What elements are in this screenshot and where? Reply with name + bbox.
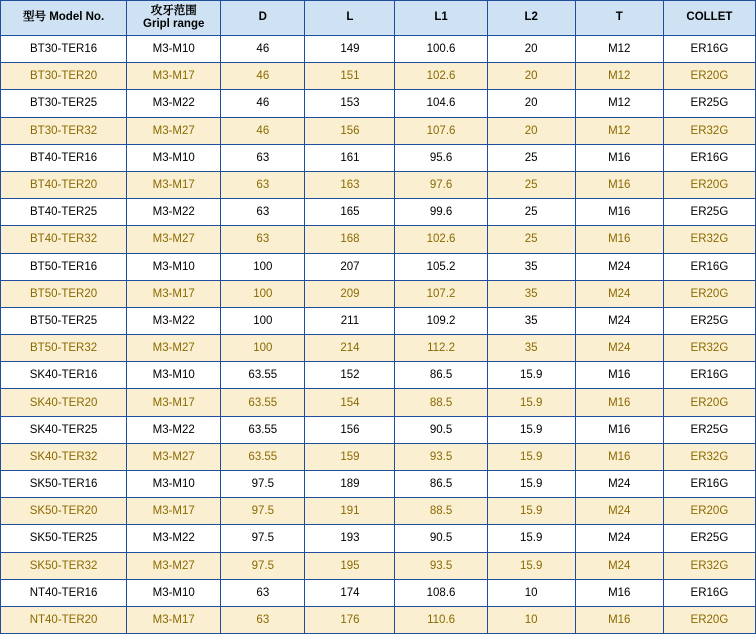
l2-cell: 20 bbox=[487, 36, 575, 63]
l2-cell: 35 bbox=[487, 253, 575, 280]
collet-cell: ER20G bbox=[663, 389, 755, 416]
model-cell: NT40-TER20 bbox=[1, 606, 127, 633]
l1-cell: 110.6 bbox=[395, 606, 487, 633]
model-cell: NT40-TER16 bbox=[1, 579, 127, 606]
l1-cell: 93.5 bbox=[395, 552, 487, 579]
collet-cell: ER20G bbox=[663, 171, 755, 198]
table-row bbox=[1, 280, 756, 307]
table-row bbox=[1, 253, 756, 280]
collet-cell: ER20G bbox=[663, 63, 755, 90]
grip-cell: M3-M22 bbox=[127, 199, 221, 226]
l1-cell: 97.6 bbox=[395, 171, 487, 198]
table-body bbox=[1, 36, 756, 634]
d-cell: 100 bbox=[221, 307, 305, 334]
l2-cell: 15.9 bbox=[487, 443, 575, 470]
table-row bbox=[1, 606, 756, 633]
l-cell: 163 bbox=[305, 171, 395, 198]
l1-cell: 105.2 bbox=[395, 253, 487, 280]
table-row bbox=[1, 63, 756, 90]
l2-cell: 35 bbox=[487, 280, 575, 307]
d-cell: 63 bbox=[221, 579, 305, 606]
model-cell: BT30-TER32 bbox=[1, 117, 127, 144]
collet-cell: ER25G bbox=[663, 199, 755, 226]
grip-cell: M3-M17 bbox=[127, 606, 221, 633]
t-cell: M24 bbox=[575, 525, 663, 552]
l1-cell: 93.5 bbox=[395, 443, 487, 470]
l1-cell: 112.2 bbox=[395, 335, 487, 362]
table-row bbox=[1, 471, 756, 498]
l2-cell: 20 bbox=[487, 90, 575, 117]
l2-cell: 15.9 bbox=[487, 416, 575, 443]
t-cell: M12 bbox=[575, 117, 663, 144]
l-cell: 207 bbox=[305, 253, 395, 280]
d-cell: 97.5 bbox=[221, 525, 305, 552]
column-header-7-line-0: COLLET bbox=[686, 11, 733, 24]
d-cell: 63 bbox=[221, 144, 305, 171]
model-cell: SK40-TER16 bbox=[1, 362, 127, 389]
d-cell: 63 bbox=[221, 199, 305, 226]
t-cell: M24 bbox=[575, 471, 663, 498]
model-cell: BT30-TER25 bbox=[1, 90, 127, 117]
model-cell: BT50-TER20 bbox=[1, 280, 127, 307]
column-header-0-line-0: 型号 Model No. bbox=[23, 11, 105, 24]
grip-cell: M3-M22 bbox=[127, 90, 221, 117]
model-cell: BT30-TER20 bbox=[1, 63, 127, 90]
l2-cell: 15.9 bbox=[487, 498, 575, 525]
collet-cell: ER32G bbox=[663, 552, 755, 579]
l2-cell: 15.9 bbox=[487, 389, 575, 416]
collet-cell: ER32G bbox=[663, 443, 755, 470]
l1-cell: 102.6 bbox=[395, 226, 487, 253]
d-cell: 63.55 bbox=[221, 443, 305, 470]
header-row bbox=[1, 1, 756, 36]
l2-cell: 25 bbox=[487, 144, 575, 171]
grip-cell: M3-M27 bbox=[127, 443, 221, 470]
l1-cell: 102.6 bbox=[395, 63, 487, 90]
table-row bbox=[1, 443, 756, 470]
collet-cell: ER16G bbox=[663, 144, 755, 171]
l-cell: 149 bbox=[305, 36, 395, 63]
grip-cell: M3-M17 bbox=[127, 498, 221, 525]
grip-cell: M3-M27 bbox=[127, 117, 221, 144]
grip-cell: M3-M17 bbox=[127, 171, 221, 198]
model-cell: SK50-TER32 bbox=[1, 552, 127, 579]
grip-cell: M3-M17 bbox=[127, 280, 221, 307]
table-row bbox=[1, 362, 756, 389]
table-row bbox=[1, 226, 756, 253]
l1-cell: 88.5 bbox=[395, 498, 487, 525]
model-cell: SK40-TER32 bbox=[1, 443, 127, 470]
collet-cell: ER25G bbox=[663, 525, 755, 552]
d-cell: 63.55 bbox=[221, 416, 305, 443]
collet-cell: ER16G bbox=[663, 362, 755, 389]
t-cell: M16 bbox=[575, 226, 663, 253]
column-header-3-line-0: L bbox=[346, 11, 354, 24]
l1-cell: 104.6 bbox=[395, 90, 487, 117]
table-row bbox=[1, 36, 756, 63]
l-cell: 159 bbox=[305, 443, 395, 470]
table-row bbox=[1, 579, 756, 606]
l-cell: 151 bbox=[305, 63, 395, 90]
l-cell: 161 bbox=[305, 144, 395, 171]
collet-cell: ER16G bbox=[663, 253, 755, 280]
t-cell: M16 bbox=[575, 199, 663, 226]
t-cell: M12 bbox=[575, 36, 663, 63]
table-row bbox=[1, 171, 756, 198]
l1-cell: 107.2 bbox=[395, 280, 487, 307]
model-cell: SK40-TER20 bbox=[1, 389, 127, 416]
l1-cell: 90.5 bbox=[395, 416, 487, 443]
l1-cell: 95.6 bbox=[395, 144, 487, 171]
t-cell: M16 bbox=[575, 389, 663, 416]
l1-cell: 88.5 bbox=[395, 389, 487, 416]
collet-cell: ER20G bbox=[663, 606, 755, 633]
table-row bbox=[1, 144, 756, 171]
column-header-1-line-1: Gripl range bbox=[143, 18, 205, 30]
l-cell: 156 bbox=[305, 117, 395, 144]
t-cell: M24 bbox=[575, 280, 663, 307]
model-cell: SK50-TER16 bbox=[1, 471, 127, 498]
l2-cell: 15.9 bbox=[487, 552, 575, 579]
column-header-6-line-0: T bbox=[615, 11, 623, 24]
collet-cell: ER16G bbox=[663, 471, 755, 498]
table-row bbox=[1, 389, 756, 416]
t-cell: M24 bbox=[575, 253, 663, 280]
l1-cell: 86.5 bbox=[395, 362, 487, 389]
l1-cell: 100.6 bbox=[395, 36, 487, 63]
l-cell: 189 bbox=[305, 471, 395, 498]
grip-cell: M3-M27 bbox=[127, 335, 221, 362]
collet-cell: ER25G bbox=[663, 90, 755, 117]
l2-cell: 10 bbox=[487, 606, 575, 633]
grip-cell: M3-M10 bbox=[127, 144, 221, 171]
l2-cell: 25 bbox=[487, 226, 575, 253]
l1-cell: 90.5 bbox=[395, 525, 487, 552]
l-cell: 153 bbox=[305, 90, 395, 117]
l2-cell: 25 bbox=[487, 199, 575, 226]
model-cell: BT30-TER16 bbox=[1, 36, 127, 63]
collet-cell: ER20G bbox=[663, 280, 755, 307]
l2-cell: 15.9 bbox=[487, 471, 575, 498]
column-header-1-line-0: 攻牙范围 bbox=[150, 4, 197, 17]
column-header-5 bbox=[487, 1, 575, 36]
d-cell: 100 bbox=[221, 280, 305, 307]
l2-cell: 20 bbox=[487, 63, 575, 90]
model-cell: BT50-TER32 bbox=[1, 335, 127, 362]
d-cell: 46 bbox=[221, 36, 305, 63]
grip-cell: M3-M17 bbox=[127, 63, 221, 90]
l-cell: 211 bbox=[305, 307, 395, 334]
d-cell: 63 bbox=[221, 171, 305, 198]
l2-cell: 15.9 bbox=[487, 362, 575, 389]
table-row bbox=[1, 199, 756, 226]
d-cell: 97.5 bbox=[221, 552, 305, 579]
l1-cell: 99.6 bbox=[395, 199, 487, 226]
d-cell: 63.55 bbox=[221, 362, 305, 389]
model-cell: SK50-TER25 bbox=[1, 525, 127, 552]
t-cell: M16 bbox=[575, 579, 663, 606]
grip-cell: M3-M27 bbox=[127, 552, 221, 579]
d-cell: 100 bbox=[221, 253, 305, 280]
grip-cell: M3-M22 bbox=[127, 307, 221, 334]
t-cell: M16 bbox=[575, 443, 663, 470]
l-cell: 168 bbox=[305, 226, 395, 253]
d-cell: 100 bbox=[221, 335, 305, 362]
column-header-2-line-0: D bbox=[258, 11, 267, 24]
model-cell: BT40-TER20 bbox=[1, 171, 127, 198]
grip-cell: M3-M17 bbox=[127, 389, 221, 416]
model-cell: BT40-TER25 bbox=[1, 199, 127, 226]
grip-cell: M3-M10 bbox=[127, 253, 221, 280]
grip-cell: M3-M10 bbox=[127, 36, 221, 63]
column-header-1 bbox=[127, 1, 221, 36]
collet-cell: ER16G bbox=[663, 579, 755, 606]
d-cell: 97.5 bbox=[221, 498, 305, 525]
column-header-7 bbox=[663, 1, 755, 36]
collet-cell: ER20G bbox=[663, 498, 755, 525]
model-cell: SK40-TER25 bbox=[1, 416, 127, 443]
column-header-5-line-0: L2 bbox=[524, 11, 538, 24]
t-cell: M24 bbox=[575, 552, 663, 579]
t-cell: M24 bbox=[575, 498, 663, 525]
l1-cell: 107.6 bbox=[395, 117, 487, 144]
grip-cell: M3-M10 bbox=[127, 471, 221, 498]
d-cell: 63 bbox=[221, 226, 305, 253]
t-cell: M12 bbox=[575, 90, 663, 117]
l-cell: 156 bbox=[305, 416, 395, 443]
grip-cell: M3-M10 bbox=[127, 362, 221, 389]
table-row bbox=[1, 307, 756, 334]
model-cell: BT50-TER25 bbox=[1, 307, 127, 334]
l-cell: 191 bbox=[305, 498, 395, 525]
l-cell: 174 bbox=[305, 579, 395, 606]
table-row bbox=[1, 416, 756, 443]
t-cell: M16 bbox=[575, 606, 663, 633]
collet-cell: ER32G bbox=[663, 335, 755, 362]
d-cell: 46 bbox=[221, 117, 305, 144]
l-cell: 193 bbox=[305, 525, 395, 552]
table-row bbox=[1, 552, 756, 579]
l-cell: 152 bbox=[305, 362, 395, 389]
collet-cell: ER25G bbox=[663, 307, 755, 334]
t-cell: M24 bbox=[575, 335, 663, 362]
l2-cell: 15.9 bbox=[487, 525, 575, 552]
d-cell: 46 bbox=[221, 63, 305, 90]
l1-cell: 109.2 bbox=[395, 307, 487, 334]
model-cell: BT40-TER16 bbox=[1, 144, 127, 171]
table-row bbox=[1, 525, 756, 552]
column-header-4 bbox=[395, 1, 487, 36]
d-cell: 97.5 bbox=[221, 471, 305, 498]
model-cell: BT50-TER16 bbox=[1, 253, 127, 280]
d-cell: 63.55 bbox=[221, 389, 305, 416]
table-row bbox=[1, 498, 756, 525]
table-row bbox=[1, 335, 756, 362]
l-cell: 176 bbox=[305, 606, 395, 633]
column-header-0 bbox=[1, 1, 127, 36]
l2-cell: 25 bbox=[487, 171, 575, 198]
l2-cell: 35 bbox=[487, 307, 575, 334]
model-cell: BT40-TER32 bbox=[1, 226, 127, 253]
t-cell: M16 bbox=[575, 144, 663, 171]
column-header-3 bbox=[305, 1, 395, 36]
l-cell: 209 bbox=[305, 280, 395, 307]
l1-cell: 108.6 bbox=[395, 579, 487, 606]
t-cell: M16 bbox=[575, 362, 663, 389]
grip-cell: M3-M22 bbox=[127, 525, 221, 552]
table-row bbox=[1, 117, 756, 144]
collet-cell: ER16G bbox=[663, 36, 755, 63]
l-cell: 214 bbox=[305, 335, 395, 362]
t-cell: M16 bbox=[575, 416, 663, 443]
l-cell: 154 bbox=[305, 389, 395, 416]
d-cell: 63 bbox=[221, 606, 305, 633]
grip-cell: M3-M10 bbox=[127, 579, 221, 606]
t-cell: M16 bbox=[575, 171, 663, 198]
l2-cell: 10 bbox=[487, 579, 575, 606]
table-row bbox=[1, 90, 756, 117]
l2-cell: 20 bbox=[487, 117, 575, 144]
model-cell: SK50-TER20 bbox=[1, 498, 127, 525]
collet-cell: ER32G bbox=[663, 117, 755, 144]
t-cell: M12 bbox=[575, 63, 663, 90]
column-header-2 bbox=[221, 1, 305, 36]
d-cell: 46 bbox=[221, 90, 305, 117]
column-header-4-line-0: L1 bbox=[434, 11, 448, 24]
t-cell: M24 bbox=[575, 307, 663, 334]
grip-cell: M3-M27 bbox=[127, 226, 221, 253]
grip-cell: M3-M22 bbox=[127, 416, 221, 443]
l1-cell: 86.5 bbox=[395, 471, 487, 498]
column-header-6 bbox=[575, 1, 663, 36]
l-cell: 165 bbox=[305, 199, 395, 226]
collet-cell: ER32G bbox=[663, 226, 755, 253]
table-header bbox=[1, 1, 756, 36]
collet-cell: ER25G bbox=[663, 416, 755, 443]
l2-cell: 35 bbox=[487, 335, 575, 362]
l-cell: 195 bbox=[305, 552, 395, 579]
